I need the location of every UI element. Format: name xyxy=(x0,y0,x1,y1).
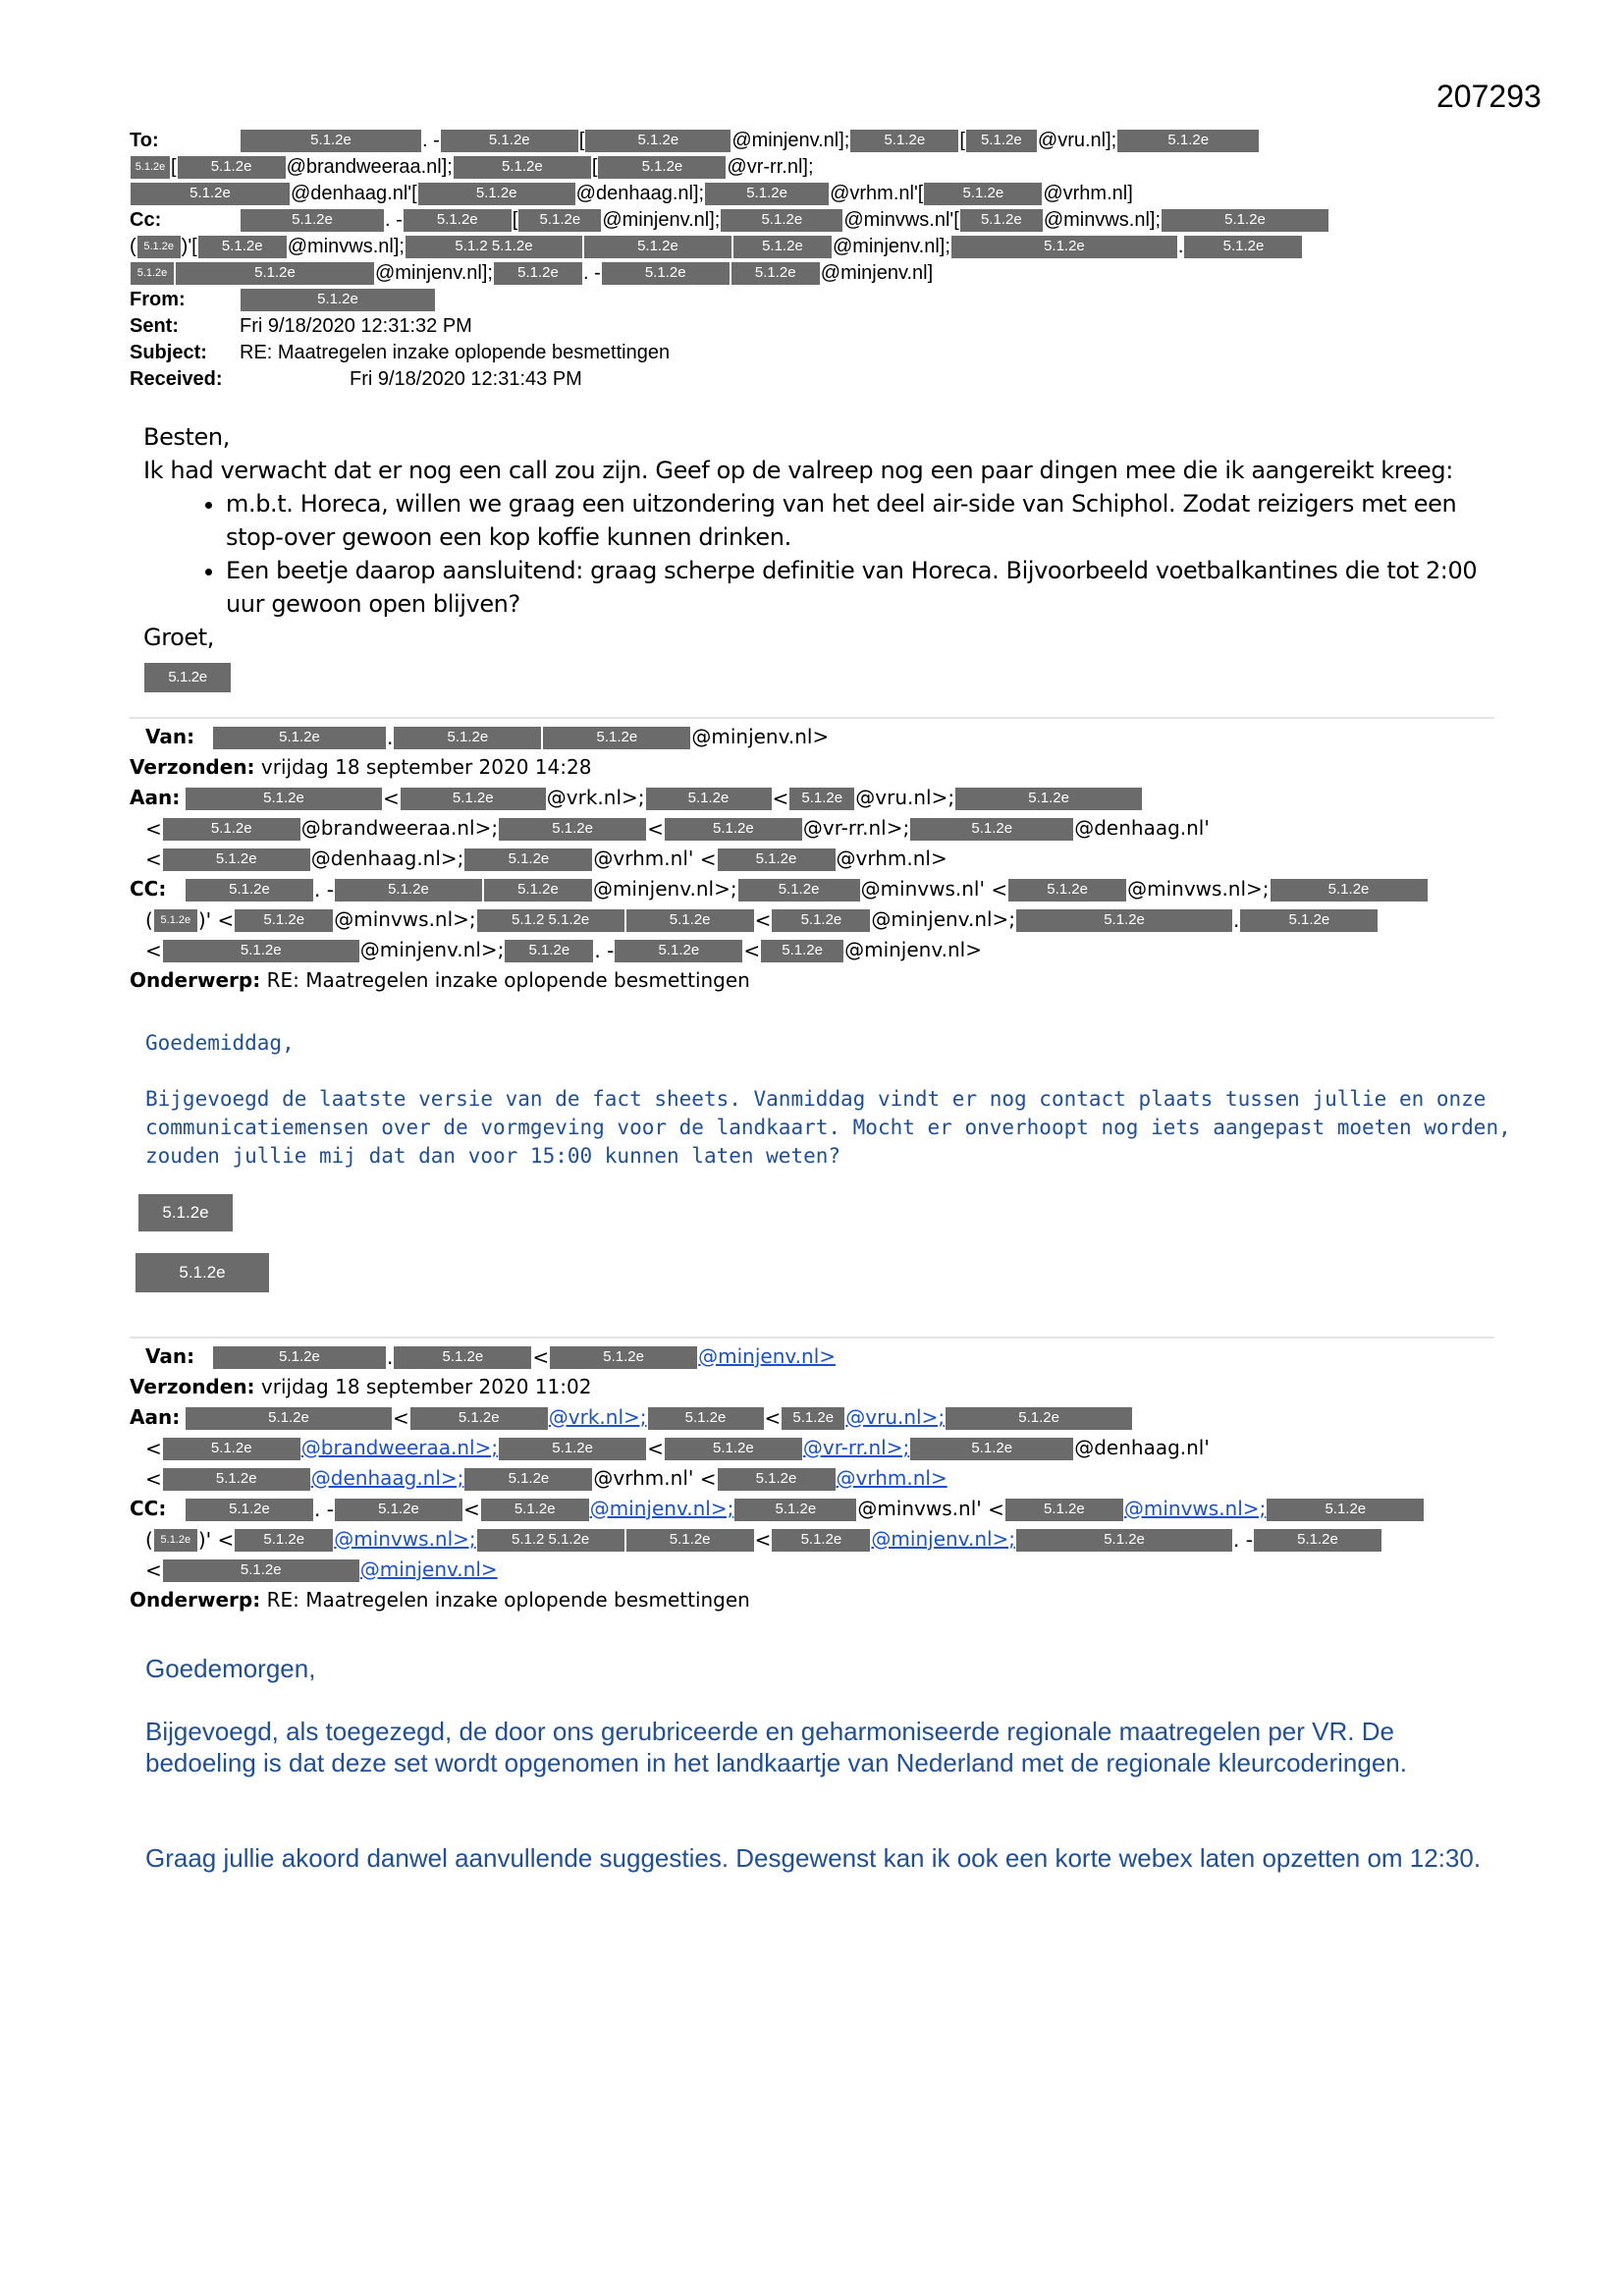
verzonden-value: vrijdag 18 september 2020 14:28 xyxy=(260,755,592,779)
redaction-box: 5.1.2e xyxy=(951,236,1177,258)
email-domain: @vrk.nl>; xyxy=(546,786,645,809)
redaction-box: 5.1.2e xyxy=(499,1438,646,1460)
redaction-box: 5.1.2e xyxy=(163,1468,310,1491)
received-label: Received: xyxy=(130,368,223,390)
email-domain: @vr-rr.nl]; xyxy=(727,156,814,178)
cc-line-2: ( 5.1.2e )' < 5.1.2e @minvws.nl>; 5.1.2 5.1.2e 5.1.2e < 5.1.2e @minjenv.nl>; 5.1.2e . - 5.1.2e xyxy=(130,1524,1524,1555)
van-line: Van: 5.1.2e . 5.1.2e < 5.1.2e @minjenv.nl> xyxy=(130,1341,1524,1372)
redaction-box: 5.1.2e xyxy=(1162,209,1328,232)
email-domain: @vrhm.nl] xyxy=(1043,183,1133,204)
sent-line xyxy=(130,313,1504,340)
forward-2-body-2: Graag jullie akoord danwel aanvullende suggesties. Desgewenst kan ik ook een korte webex laten opzetten om 12:30. xyxy=(145,1843,1482,1873)
redaction-box: 5.1.2e xyxy=(163,818,300,841)
email-domain: @denhaag.nl' xyxy=(1074,816,1210,840)
redaction-box: 5.1.2e xyxy=(213,1346,386,1369)
verzonden-label: Verzonden: xyxy=(130,1375,255,1398)
van-label: Van: xyxy=(145,1344,195,1368)
redaction-box: 5.1.2e xyxy=(850,130,958,152)
list-item: • Een beetje daarop aansluitend: graag scherpe definitie van Horeca. Bijvoorbeeld voetbalkantines die tot 2:00 uur gewoon open blijven? xyxy=(226,554,1498,621)
redaction-box: 5.1.2e xyxy=(1117,130,1259,152)
subject-value: RE: Maatregelen inzake oplopende besmettingen xyxy=(240,342,671,363)
redaction-box: 5.1.2e xyxy=(946,1407,1132,1430)
sent-value: Fri 9/18/2020 12:31:32 PM xyxy=(240,315,472,337)
bullet-list xyxy=(143,487,1498,621)
cc-line-2: ( 5.1.2e )'[ 5.1.2e @minvws.nl]; 5.1.2 5.1.2e 5.1.2e 5.1.2e @minjenv.nl]; 5.1.2e . 5.1.2e xyxy=(130,234,1504,260)
email-domain: @denhaag.nl>; xyxy=(310,847,464,870)
redaction-box: 5.1.2e xyxy=(955,788,1142,810)
cc-line-1: CC: 5.1.2e . - 5.1.2e 5.1.2e @minjenv.nl>; 5.1.2e @minvws.nl' < 5.1.2e @minvws.nl>; 5.1.2e xyxy=(130,874,1524,904)
redaction-box: 5.1.2e xyxy=(1267,1499,1424,1521)
forward-2-greeting: Goedemorgen, xyxy=(145,1654,316,1683)
to-line-1: To: 5.1.2e . - 5.1.2e [ 5.1.2e @minjenv.nl]; 5.1.2e [ 5.1.2e @vru.nl]; 5.1.2e xyxy=(130,128,1504,154)
to-label: To: xyxy=(130,130,159,151)
redaction-box: 5.1.2e xyxy=(705,183,829,205)
redaction-box: 5.1.2e xyxy=(966,130,1037,152)
aan-line-1: Aan: 5.1.2e < 5.1.2e @vrk.nl>; 5.1.2e < 5.1.2e @vru.nl>; 5.1.2e xyxy=(130,1402,1524,1433)
redaction-box: 5.1.2 5.1.2e xyxy=(477,909,624,932)
greeting: Besten, xyxy=(143,423,230,451)
email-domain: @vrhm.nl'[ xyxy=(830,183,924,204)
redaction-box: 5.1.2e xyxy=(241,130,421,152)
redaction-box: 5.1.2e xyxy=(721,209,842,232)
email-domain: @minjenv.nl>; xyxy=(359,938,505,961)
aan-line-2: < 5.1.2e @brandweeraa.nl>; 5.1.2e < 5.1.2e @vr-rr.nl>; 5.1.2e @denhaag.nl' xyxy=(145,1436,1210,1460)
email-domain: @brandweeraa.nl>; xyxy=(300,816,499,840)
redaction-box: 5.1.2e xyxy=(598,156,726,179)
redaction-box: 5.1.2 5.1.2e xyxy=(406,236,582,258)
signature-redaction: 5.1.2e xyxy=(138,1194,233,1231)
email-domain: @minvws.nl' xyxy=(860,877,985,901)
redaction-box: 5.1.2e xyxy=(401,788,546,810)
redaction-box: 5.1.2e xyxy=(499,818,646,841)
van-line: Van: 5.1.2e . 5.1.2e 5.1.2e @minjenv.nl> xyxy=(130,722,1524,752)
onderwerp-line xyxy=(130,1585,1524,1615)
email-domain-link[interactable]: @minjenv.nl> xyxy=(698,1344,837,1368)
aan-line-1: Aan: 5.1.2e < 5.1.2e @vrk.nl>; 5.1.2e < 5.1.2e @vru.nl>; 5.1.2e xyxy=(130,783,1524,813)
redaction-box: 5.1.2e xyxy=(335,879,482,902)
redaction-box: 5.1.2e xyxy=(1184,236,1302,258)
redaction-box: 5.1.2e xyxy=(772,909,870,932)
redaction-box: 5.1.2e xyxy=(761,940,843,962)
redaction-box: 5.1.2e xyxy=(186,1499,313,1521)
email-domain-link[interactable]: @vr-rr.nl>; xyxy=(802,1436,910,1459)
redaction-box: 5.1.2e xyxy=(924,183,1042,205)
redaction-box: 5.1.2e xyxy=(718,848,836,871)
redaction-box: 5.1.2e xyxy=(454,156,591,179)
redaction-box: 5.1.2e xyxy=(584,236,731,258)
from-line xyxy=(130,287,1504,313)
onderwerp-line xyxy=(130,965,1524,996)
message-body xyxy=(143,420,1498,693)
redaction-box: 5.1.2e xyxy=(518,209,601,232)
divider xyxy=(130,1337,1494,1339)
aan-label: Aan: xyxy=(130,786,181,809)
received-line xyxy=(130,366,1504,393)
email-domain: @minjenv.nl> xyxy=(691,725,830,748)
redaction-box: 5.1.2e xyxy=(731,262,820,285)
email-domain-link[interactable]: @minjenv.nl>; xyxy=(589,1497,734,1520)
received-value: Fri 9/18/2020 12:31:43 PM xyxy=(350,368,582,390)
cc-line-1: CC: 5.1.2e . - 5.1.2e < 5.1.2e @minjenv.nl>; 5.1.2e @minvws.nl' < 5.1.2e @minvws.nl>; 5.1.2e xyxy=(130,1494,1524,1524)
redaction-box: 5.1.2e xyxy=(626,909,754,932)
email-domain: @denhaag.nl' xyxy=(1074,1436,1210,1459)
redaction-box: 5.1.2e xyxy=(910,1438,1073,1460)
list-item: • m.b.t. Horeca, willen we graag een uitzondering van het deel air-side van Schiphol. Zodat reizigers met een stop-over gewoon een kop koffie kunnen drinken. xyxy=(226,487,1498,554)
redaction-box: 5.1.2e xyxy=(1240,909,1378,932)
email-domain: @minvws.nl' xyxy=(857,1497,982,1520)
redaction-box: 5.1.2e xyxy=(163,1438,300,1460)
redaction-box: 5.1.2 5.1.2e xyxy=(477,1529,624,1552)
redaction-box: 5.1.2e xyxy=(505,940,593,962)
redaction-box: 5.1.2e xyxy=(154,909,197,932)
redaction-box: 5.1.2e xyxy=(186,788,382,810)
redaction-box: 5.1.2e xyxy=(178,156,286,179)
redaction-box: 5.1.2e xyxy=(602,262,730,285)
van-label: Van: xyxy=(145,725,195,748)
aan-line-3: < 5.1.2e @denhaag.nl>; 5.1.2e @vrhm.nl' < 5.1.2e @vrhm.nl> xyxy=(145,847,947,871)
redaction-box: 5.1.2e xyxy=(131,156,170,179)
redaction-box: 5.1.2e xyxy=(235,909,333,932)
redaction-box: 5.1.2e xyxy=(241,289,435,311)
intro-paragraph: Ik had verwacht dat er nog een call zou zijn. Geef op de valreep nog een paar dingen mee die ik aangereikt kreeg: xyxy=(143,457,1453,484)
redaction-box: 5.1.2e xyxy=(213,727,386,749)
redaction-box: 5.1.2e xyxy=(198,236,287,258)
cc-line-3: < 5.1.2e @minjenv.nl>; 5.1.2e . - 5.1.2e < 5.1.2e @minjenv.nl> xyxy=(145,938,982,962)
aan-line-2: < 5.1.2e @brandweeraa.nl>; 5.1.2e < 5.1.2e @vr-rr.nl>; 5.1.2e @denhaag.nl' xyxy=(145,816,1210,841)
redaction-box: 5.1.2e xyxy=(782,1407,844,1430)
email-domain: @vr-rr.nl>; xyxy=(802,816,910,840)
email-domain-link[interactable]: @vru.nl>; xyxy=(845,1405,946,1429)
redaction-box: 5.1.2e xyxy=(1008,879,1126,902)
redaction-box: 5.1.2e xyxy=(186,1407,392,1430)
redaction-box: 5.1.2e xyxy=(648,1407,764,1430)
email-domain: @vru.nl>; xyxy=(855,786,955,809)
email-header xyxy=(130,128,1504,393)
redaction-box: 5.1.2e xyxy=(550,1346,697,1369)
email-domain: @vrhm.nl' xyxy=(593,847,694,870)
email-domain: @minjenv.nl]; xyxy=(731,130,850,151)
redaction-box: 5.1.2e xyxy=(131,183,290,205)
redaction-box: 5.1.2e xyxy=(718,1468,836,1491)
cc-line-2: ( 5.1.2e )' < 5.1.2e @minvws.nl>; 5.1.2 5.1.2e 5.1.2e < 5.1.2e @minjenv.nl>; 5.1.2e . 5.1.2e xyxy=(130,904,1524,935)
email-domain: @minvws.nl>; xyxy=(334,907,476,931)
redaction-box: 5.1.2e xyxy=(1271,879,1428,902)
document-number: 207293 xyxy=(1436,79,1542,114)
email-domain-link[interactable]: @brandweeraa.nl>; xyxy=(300,1436,499,1459)
email-domain: @minjenv.nl] xyxy=(820,262,934,284)
redaction-box: 5.1.2e xyxy=(789,788,854,810)
subject-label: Subject: xyxy=(130,342,207,363)
redaction-box: 5.1.2e xyxy=(1254,1529,1381,1552)
redaction-box: 5.1.2e xyxy=(665,818,802,841)
email-domain: @minvws.nl]; xyxy=(287,236,405,257)
redaction-box: 5.1.2e xyxy=(235,1529,333,1552)
redaction-box: 5.1.2e xyxy=(494,262,582,285)
onderwerp-label: Onderwerp: xyxy=(130,968,261,992)
email-domain: @minjenv.nl]; xyxy=(602,209,721,231)
redaction-box: 5.1.2e xyxy=(960,209,1043,232)
cc-label: CC: xyxy=(130,877,167,901)
email-domain: @denhaag.nl'[ xyxy=(291,183,417,204)
verzonden-line xyxy=(130,752,1524,783)
email-domain-link[interactable]: @minvws.nl>; xyxy=(334,1527,476,1551)
email-domain-link[interactable]: @vrhm.nl> xyxy=(836,1466,947,1490)
redaction-box: 5.1.2e xyxy=(772,1529,870,1552)
redaction-box: 5.1.2e xyxy=(481,1499,589,1521)
email-domain-link[interactable]: @minjenv.nl> xyxy=(359,1558,498,1581)
forward-2-body-1: Bijgevoegd, als toegezegd, de door ons gerubriceerde en geharmoniseerde regionale maatregelen per VR. De bedoeling is dat deze set wordt opgenomen in het landkaartje van Nederland met de regionale kleurcoderingen. xyxy=(145,1717,1407,1777)
signature-redaction: 5.1.2e xyxy=(135,1253,269,1292)
email-domain-link[interactable]: @denhaag.nl>; xyxy=(310,1466,464,1490)
email-domain: @denhaag.nl]; xyxy=(575,183,705,204)
redaction-box: 5.1.2e xyxy=(738,879,860,902)
onderwerp-label: Onderwerp: xyxy=(130,1588,261,1612)
email-domain-link[interactable]: @minvws.nl>; xyxy=(1123,1497,1267,1520)
redaction-box: 5.1.2e xyxy=(543,727,690,749)
redaction-box: 5.1.2e xyxy=(484,879,592,902)
redaction-box: 5.1.2e xyxy=(665,1438,802,1460)
from-label: From: xyxy=(130,289,186,310)
email-domain: @vrhm.nl> xyxy=(836,847,947,870)
redaction-box: 5.1.2e xyxy=(137,236,181,258)
onderwerp-value: RE: Maatregelen inzake oplopende besmettingen xyxy=(266,968,750,992)
email-domain-link[interactable]: @minjenv.nl>; xyxy=(871,1527,1016,1551)
email-domain: @minjenv.nl>; xyxy=(592,877,737,901)
redaction-box: 5.1.2e xyxy=(186,879,313,902)
forward-1-body: Bijgevoegd de laatste versie van de fact sheets. Vanmiddag vindt er nog contact plaats tussen jullie en onze communicatiemensen over de vormgeving voor de landkaart. Mocht er onverhoopt nog iets aangepast moeten worden, zouden jullie mij dat dan voor 15:00 kunnen laten weten? xyxy=(145,1087,1511,1168)
redaction-box: 5.1.2e xyxy=(176,262,374,285)
redaction-box: 5.1.2e xyxy=(910,818,1073,841)
email-domain: @minvws.nl>; xyxy=(1127,877,1270,901)
forward-header-1 xyxy=(130,722,1524,996)
divider xyxy=(130,717,1494,719)
redaction-box: 5.1.2e xyxy=(585,130,731,152)
redaction-box: 5.1.2e xyxy=(394,727,541,749)
redaction-box: 5.1.2e xyxy=(394,1346,531,1369)
aan-line-3: < 5.1.2e @denhaag.nl>; 5.1.2e @vrhm.nl' < 5.1.2e @vrhm.nl> xyxy=(145,1466,947,1491)
email-domain: @minvws.nl]; xyxy=(1043,209,1162,231)
redaction-box: 5.1.2e xyxy=(734,1499,856,1521)
forward-1-greeting: Goedemiddag, xyxy=(145,1031,295,1055)
email-domain: @minjenv.nl> xyxy=(844,938,982,961)
closing: Groet, xyxy=(143,624,215,651)
redaction-box: 5.1.2e xyxy=(626,1529,754,1552)
email-domain: @minjenv.nl]; xyxy=(832,236,950,257)
onderwerp-value: RE: Maatregelen inzake oplopende besmettingen xyxy=(266,1588,750,1612)
redaction-box: 5.1.2e xyxy=(418,183,575,205)
redaction-box: 5.1.2e xyxy=(404,209,512,232)
redaction-box: 5.1.2e xyxy=(441,130,578,152)
email-domain: @vru.nl]; xyxy=(1037,130,1117,151)
subject-line xyxy=(130,340,1504,366)
redaction-box: 5.1.2e xyxy=(163,940,359,962)
redaction-box: 5.1.2e xyxy=(410,1407,548,1430)
redaction-box: 5.1.2e xyxy=(335,1499,462,1521)
forward-header-2 xyxy=(130,1341,1524,1615)
cc-line-1: Cc: 5.1.2e . - 5.1.2e [ 5.1.2e @minjenv.nl]; 5.1.2e @minvws.nl'[ 5.1.2e @minvws.nl]; 5.1.2e xyxy=(130,207,1504,234)
redaction-box: 5.1.2e xyxy=(1005,1499,1123,1521)
cc-line-3: < 5.1.2e @minjenv.nl> xyxy=(145,1558,498,1582)
cc-label: Cc: xyxy=(130,209,162,231)
redaction-box: 5.1.2e xyxy=(615,940,742,962)
redaction-box: 5.1.2e xyxy=(464,848,592,871)
to-line-2: 5.1.2e [ 5.1.2e @brandweeraa.nl]; 5.1.2e [ 5.1.2e @vr-rr.nl]; xyxy=(130,154,1504,181)
signature-redaction: 5.1.2e xyxy=(144,663,231,692)
cc-line-3: 5.1.2e 5.1.2e @minjenv.nl]; 5.1.2e . - 5.1.2e 5.1.2e @minjenv.nl] xyxy=(130,260,1504,287)
email-domain: @brandweeraa.nl]; xyxy=(286,156,453,178)
verzonden-line xyxy=(130,1372,1524,1402)
redaction-box: 5.1.2e xyxy=(1016,909,1232,932)
redaction-box: 5.1.2e xyxy=(154,1529,197,1552)
redaction-box: 5.1.2e xyxy=(646,788,772,810)
sent-label: Sent: xyxy=(130,315,179,337)
aan-label: Aan: xyxy=(130,1405,181,1429)
redaction-box: 5.1.2e xyxy=(1016,1529,1232,1552)
redaction-box: 5.1.2e xyxy=(163,848,310,871)
email-domain: @minvws.nl'[ xyxy=(843,209,959,231)
email-domain: @vrhm.nl' xyxy=(593,1466,694,1490)
cc-label: CC: xyxy=(130,1497,167,1520)
redaction-box: 5.1.2e xyxy=(131,262,174,285)
redaction-box: 5.1.2e xyxy=(241,209,384,232)
email-domain: @minjenv.nl]; xyxy=(375,262,493,284)
to-line-3 xyxy=(130,181,1504,207)
redaction-box: 5.1.2e xyxy=(163,1559,359,1582)
email-domain: @minjenv.nl>; xyxy=(871,907,1016,931)
verzonden-value: vrijdag 18 september 2020 11:02 xyxy=(260,1375,592,1398)
email-domain-link[interactable]: @vrk.nl>; xyxy=(548,1405,647,1429)
redaction-box: 5.1.2e xyxy=(464,1468,592,1491)
verzonden-label: Verzonden: xyxy=(130,755,255,779)
redaction-box: 5.1.2e xyxy=(733,236,832,258)
